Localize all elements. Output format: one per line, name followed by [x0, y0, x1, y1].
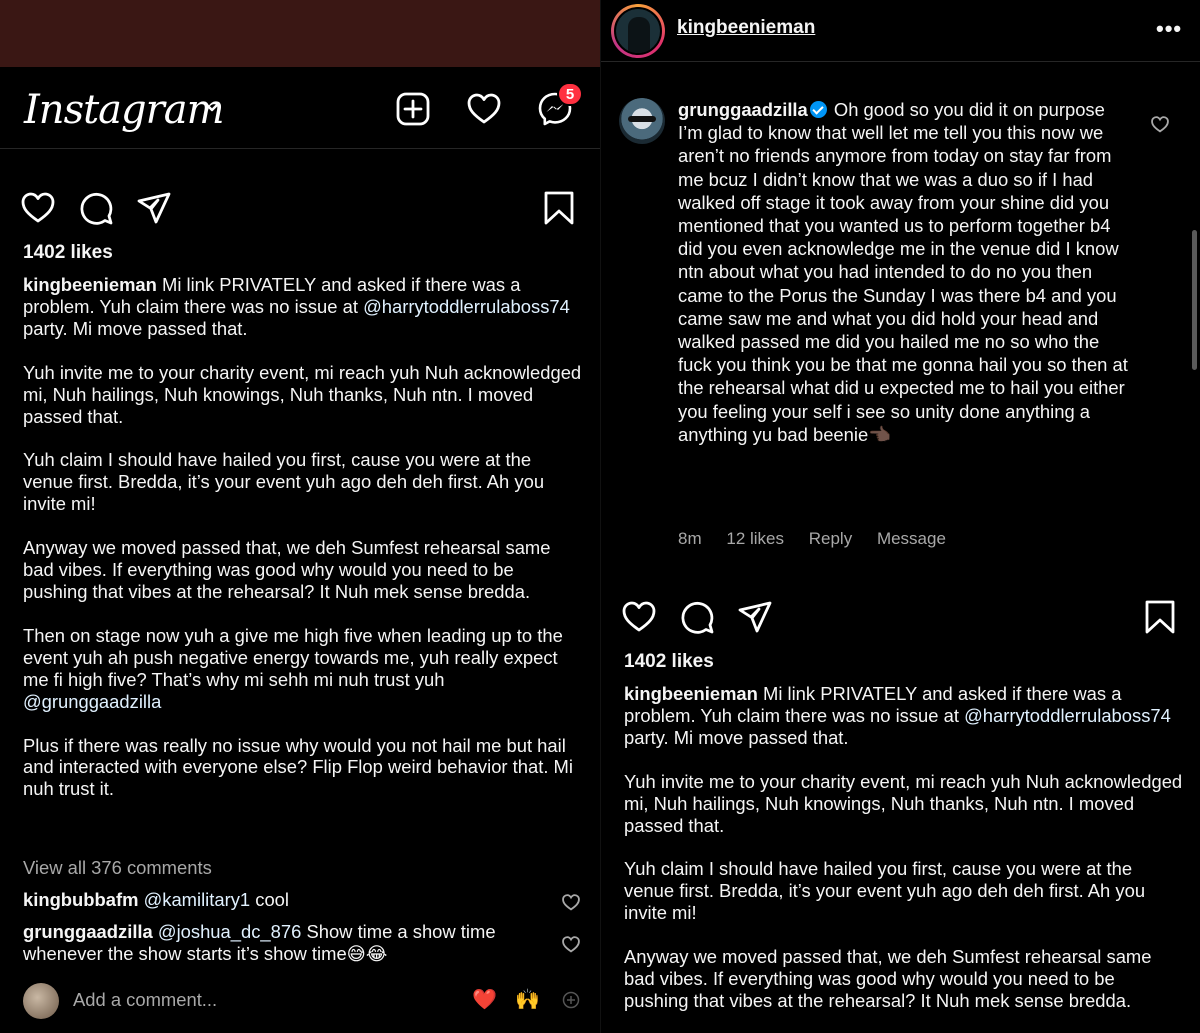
- caption-paragraph: Yuh claim I should have hailed you first, cause you were at the venue first. Bredda, it’s your event yuh ago deh deh first. Ah you invite mi!: [23, 449, 550, 515]
- caption-paragraph: kingbeenieman Mi link PRIVATELY and asked if there was a problem. Yuh claim there was no issue at @harrytoddlerrulaboss74 party. Mi move passed that.: [624, 683, 1176, 748]
- caption-paragraph: Then on stage now yuh a give me high five when leading up to the event yuh ah push negative energy towards me, yuh really expect me fi high five? That’s why mi sehh mi nuh trust yuh @grunggaadzilla: [23, 624, 568, 712]
- commenter-avatar[interactable]: [619, 98, 665, 144]
- verified-badge-icon: [810, 101, 827, 118]
- right-screenshot: [600, 0, 1200, 1033]
- share-icon[interactable]: [737, 599, 773, 635]
- post-header: [601, 0, 1200, 62]
- post-actions: [20, 190, 580, 226]
- like-count[interactable]: 1402 likes: [624, 651, 714, 672]
- caption-paragraph: Anyway we moved passed that, we deh Sumfest rehearsal same bad vibes. If everything was good why would you need to be pushing that vibes at the rehearsal? It Nuh mek sense bredda.: [624, 946, 1157, 1011]
- more-options-icon[interactable]: •••: [1156, 16, 1183, 41]
- comment-username[interactable]: grunggaadzilla: [678, 99, 808, 120]
- caption-paragraph: Anyway we moved passed that, we deh Sumfest rehearsal same bad vibes. If everything was good why would you need to be pushing that vibes at the rehearsal? It Nuh mek sense bredda.: [23, 537, 556, 602]
- comment-likes[interactable]: 12 likes: [726, 529, 784, 548]
- comment-time: 8m: [678, 529, 702, 548]
- status-area: [0, 0, 600, 67]
- like-count[interactable]: 1402 likes: [23, 242, 113, 263]
- mention-link[interactable]: @harrytoddlerrulaboss74: [363, 295, 570, 317]
- caption-username[interactable]: kingbeenieman: [23, 274, 157, 295]
- raised-hands-emoji-button[interactable]: 🙌: [515, 989, 540, 1011]
- share-icon[interactable]: [136, 190, 172, 226]
- avatar: [23, 983, 59, 1019]
- comment-username[interactable]: kingbubbafm: [23, 889, 139, 910]
- caption-paragraph: Plus if there was really no issue why would you not hail me but hail and interacted with everyone else? Flip Flop weird behavior that. Mi nuh trust it.: [23, 734, 579, 800]
- instagram-logo[interactable]: Instagram: [24, 87, 224, 133]
- heart-icon[interactable]: [466, 91, 502, 127]
- add-emoji-icon[interactable]: [562, 991, 580, 1009]
- heart-emoji-button[interactable]: ❤️: [472, 989, 497, 1011]
- comment-like-icon[interactable]: [561, 935, 581, 953]
- like-icon[interactable]: [621, 599, 657, 635]
- post-caption: [624, 683, 1188, 1033]
- save-icon[interactable]: [1143, 599, 1177, 635]
- caption-paragraph: Yuh invite me to your charity event, mi reach yuh Nuh acknowledged mi, Nuh hailings, Nuh knowings, Nuh thanks, Nuh ntn. I moved passed that.: [624, 770, 1188, 836]
- comment-text: grunggaadzilla Oh good so you did it on purpose I’m glad to know that well let me tell you this now we aren’t no friends anymore from today on stay far from me bcuz I didn’t know that we was a duo so if I had walked off stage it took away from your shine did you mentioned that you wanted us to perform together b4 did you even acknowledge me in the venue did I know ntn about what you had intended to do no you then came to the Porus the Sunday I was there b4 and you came saw me and what you did hold your head and walked passed me did you hailed me no so who the fuck you think you be that me gonna hail you so then at the rehearsal what did u expected me to hail you either you feeling your self i see so unity done anything a anything yu bad beenie👈🏿: [678, 99, 1128, 445]
- add-comment-input[interactable]: Add a comment...: [73, 989, 218, 1010]
- new-post-icon[interactable]: [395, 91, 431, 127]
- view-all-comments-link[interactable]: View all 376 comments: [23, 857, 212, 878]
- save-icon[interactable]: [542, 190, 576, 226]
- add-comment-row: [0, 975, 600, 1025]
- caption-paragraph: Yuh claim I should have hailed you first, cause you were at the venue first. Bredda, it’s your event yuh ago deh deh first. Ah you invite mi!: [624, 858, 1151, 924]
- like-icon[interactable]: [20, 190, 56, 226]
- mention-link[interactable]: @joshua_dc_876: [157, 921, 302, 942]
- chevron-down-icon[interactable]: [204, 101, 220, 113]
- mention-link[interactable]: @grunggaadzilla: [23, 690, 162, 712]
- caption-username[interactable]: kingbeenieman: [624, 683, 758, 704]
- mention-link[interactable]: @kamilitary1: [143, 889, 251, 910]
- scrollbar[interactable]: [1192, 230, 1197, 370]
- comment-like-icon[interactable]: [1150, 115, 1170, 133]
- avatar[interactable]: [611, 4, 665, 58]
- comment-item: kingbubbafm @kamilitary1 cool: [23, 889, 289, 910]
- comment-like-icon[interactable]: [561, 893, 581, 911]
- caption-paragraph: Yuh invite me to your charity event, mi reach yuh Nuh acknowledged mi, Nuh hailings, Nuh knowings, Nuh thanks, Nuh ntn. I moved passed that.: [23, 361, 587, 427]
- comment-icon[interactable]: [78, 190, 114, 226]
- notification-badge: 5: [557, 82, 583, 106]
- mention-link[interactable]: @harrytoddlerrulaboss74: [964, 704, 1171, 726]
- comment-meta: [678, 529, 966, 549]
- caption-paragraph: kingbeenieman Mi link PRIVATELY and asked if there was a problem. Yuh claim there was no issue at @harrytoddlerrulaboss74 party. Mi move passed that.: [23, 274, 575, 339]
- message-button[interactable]: Message: [876, 529, 946, 548]
- comment-item: grunggaadzilla @joshua_dc_876 Show time a show time whenever the show starts it’s show time😅😂: [23, 921, 496, 964]
- comment-username[interactable]: grunggaadzilla: [23, 921, 153, 942]
- post-actions: [621, 599, 1181, 635]
- post-username[interactable]: kingbeenieman: [677, 17, 816, 38]
- comment-icon[interactable]: [679, 599, 715, 635]
- instagram-header: [0, 67, 600, 149]
- post-caption: [23, 274, 587, 822]
- reply-button[interactable]: Reply: [808, 529, 853, 548]
